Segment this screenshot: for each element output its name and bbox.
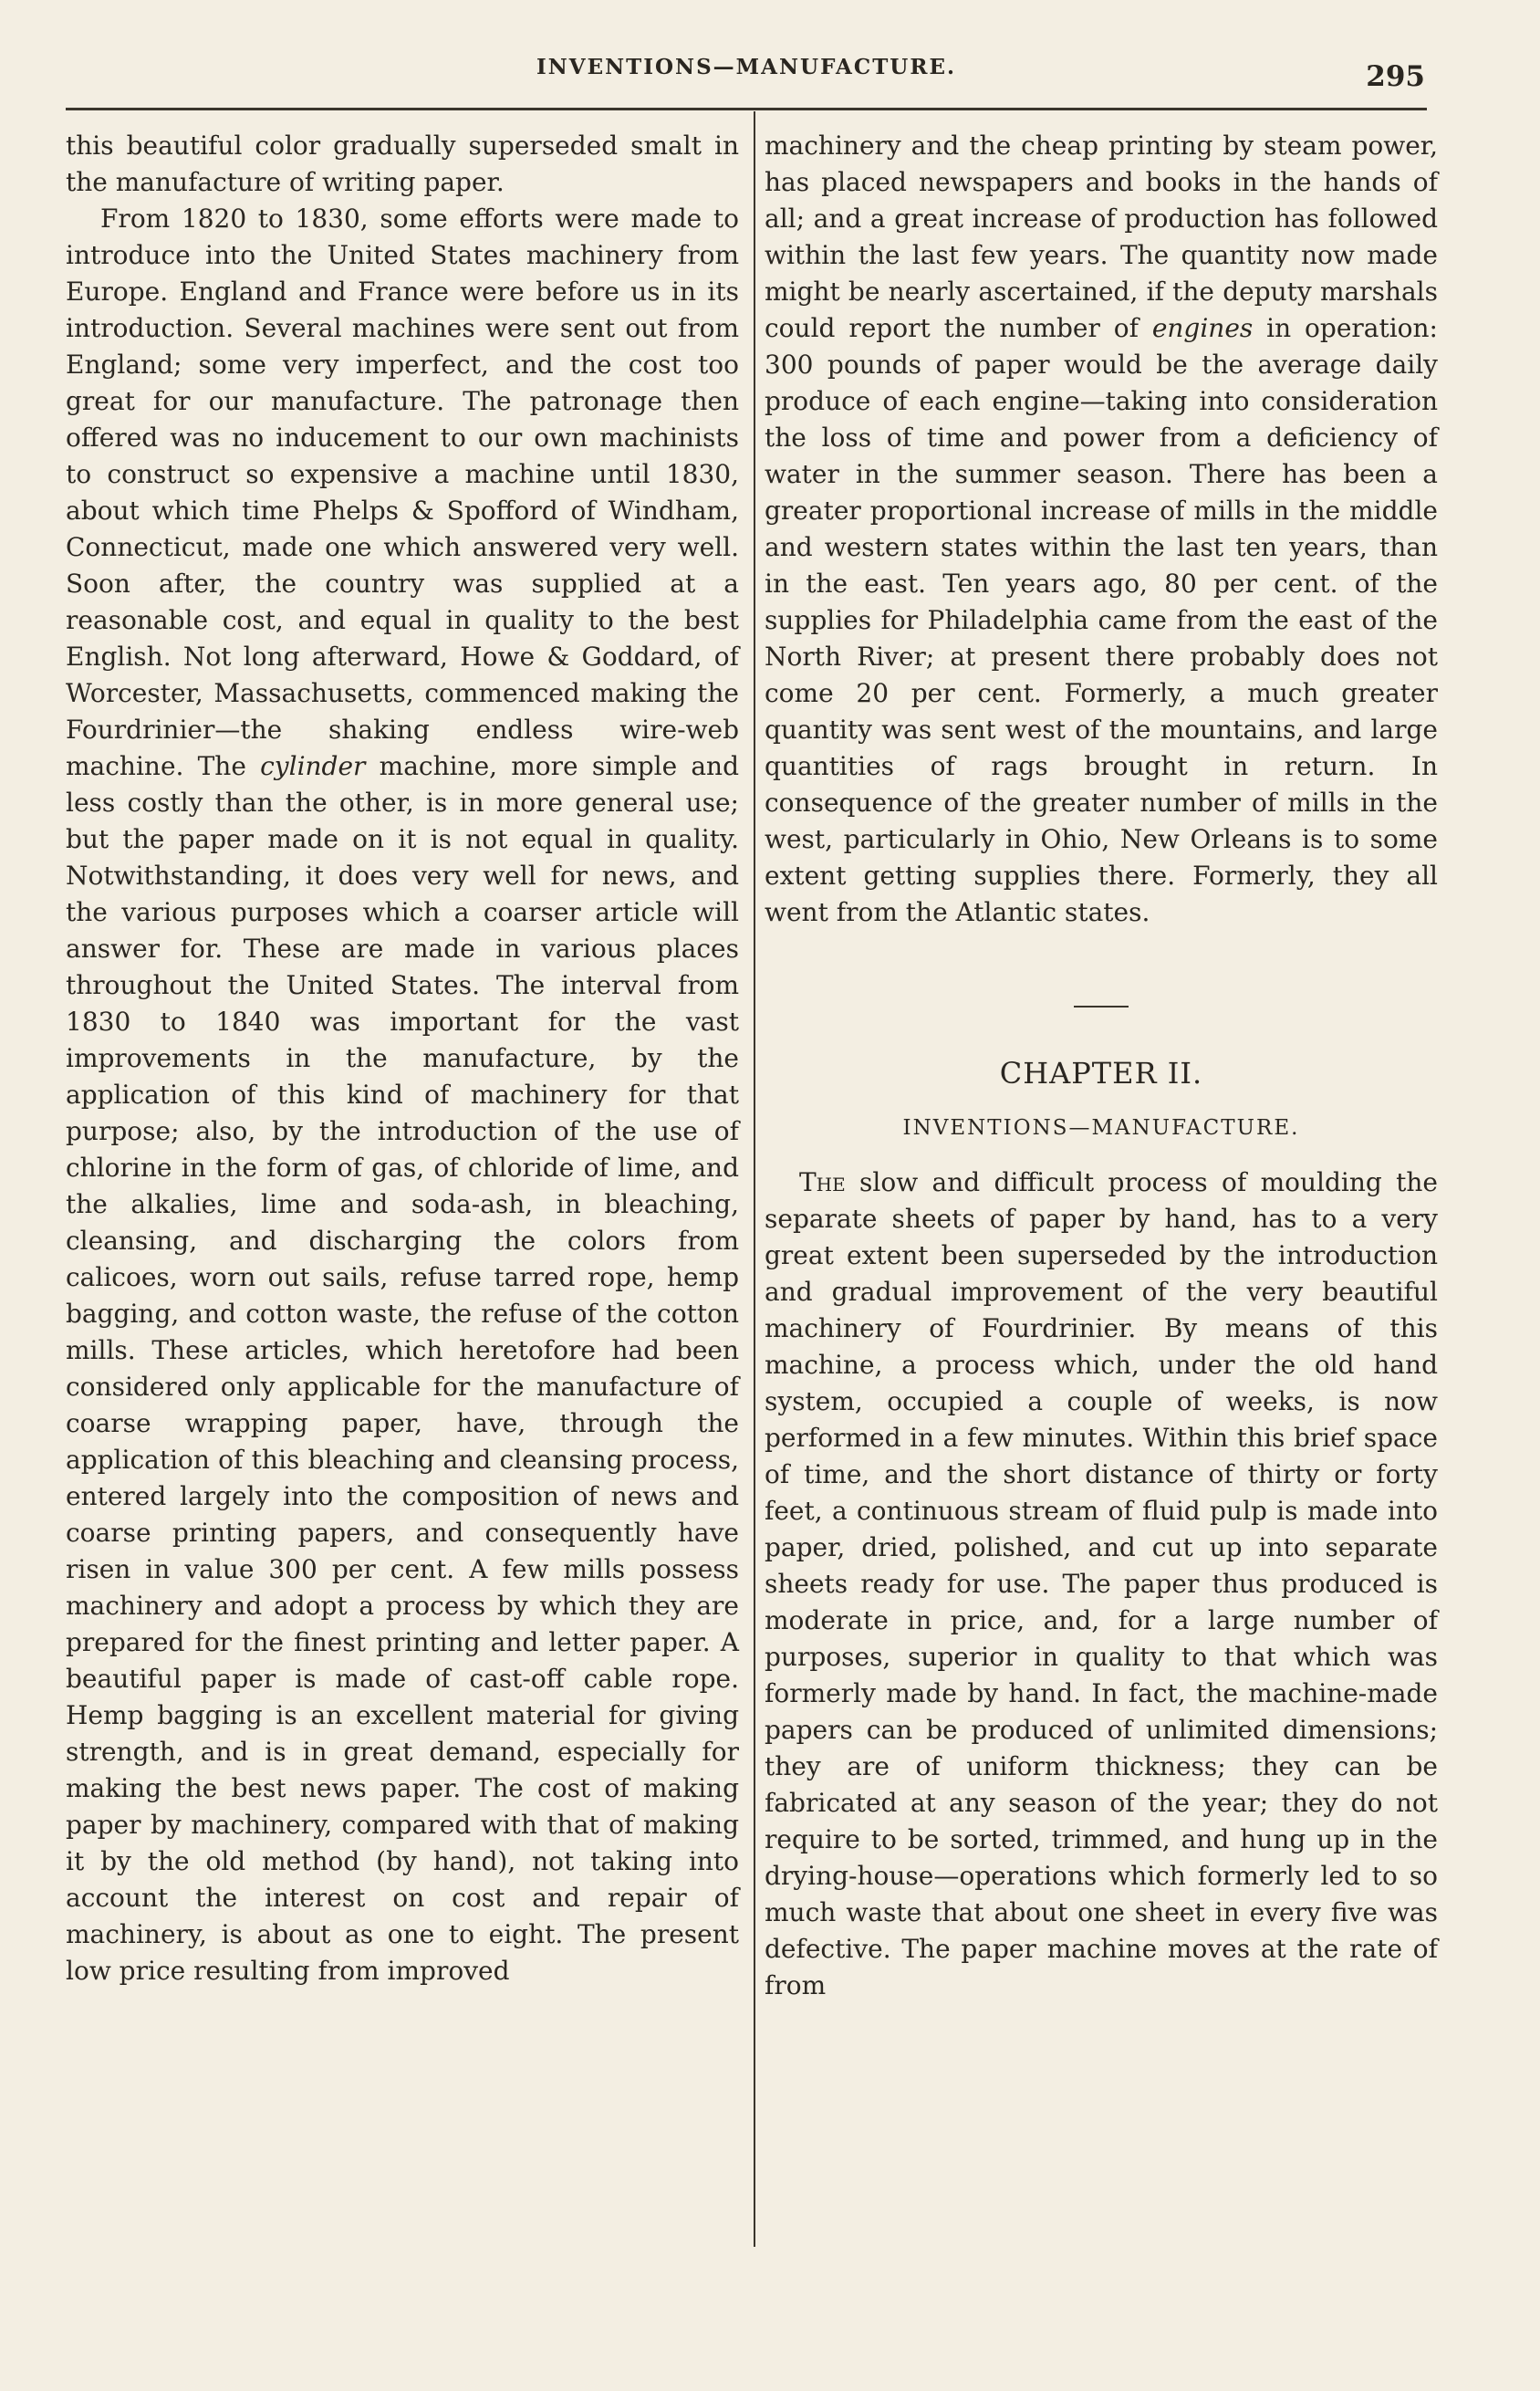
right-paragraph-2	[765, 1164, 1438, 2004]
left-paragraph-2-text-b: machine, more simple and less costly than the other, is in more general use; but the paper made on it is not equal in quality. Notwithstanding, it does very well for news, and the various purposes which a coarser article will answer for. These are made in various places throughout the United States. The interval from 1830 to 1840 was important for the vast improvements in the manufacture, by the application of this kind of machinery for that purpose; also, by the introduction of the use of chlorine in the form of gas, of chloride of lime, and the alkalies, lime and soda-ash, in bleaching, cleansing, and discharging the colors from calicoes, worn out sails, refuse tarred rope, hemp bagging, and cotton waste, the refuse of the cotton mills. These articles, which heretofore had been considered only applicable for the manufacture of coarse wrapping paper, have, through the application of this bleaching and cleansing process, entered largely into the composition of news and coarse printing papers, and consequently have risen in value 300 per cent. A few mills possess machinery and adopt a process by which they are prepared for the finest printing and letter paper. A beautiful paper is made of cast-off cable rope. Hemp bagging is an excellent material for giving strength, and is in great demand, especially for making the best news paper. The cost of making paper by machinery, compared with that of making it by the old method (by hand), not taking into account the interest on cost and repair of machinery, is about as one to eight. The present low price resulting from improved	[66, 751, 740, 1986]
right-paragraph-1-text-b: in operation: 300 pounds of paper would be the average daily produce of each engine—taking into consideration the loss of time and power from a deficiency of water in the summer season. There has been a greater proportional increase of mills in the middle and western states within the last ten years, than in the east. Ten years ago, 80 per cent. of the supplies for Philadelphia came from the east of the North River; at present there probably does not come 20 per cent. Formerly, a much greater quantity was sent west of the mountains, and large quantities of rags brought in return. In consequence of the greater number of mills in the west, particularly in Ohio, New Orleans is to some extent getting supplies there. Formerly, they all went from the Atlantic states.	[765, 313, 1438, 927]
right-column	[765, 128, 1438, 2004]
chapter-lead-word: The	[799, 1167, 846, 1197]
right-paragraph-1-text-a: machinery and the cheap printing by steam power, has placed newspapers and books in the hands of all; and a great increase of production has followed within the last few years. The quantity now made might be nearly ascertained, if the deputy marshals could report the number of	[765, 131, 1438, 343]
page-number: 295	[1366, 60, 1425, 93]
chapter-title: CHAPTER II.	[999, 1056, 1203, 1091]
column-rule	[754, 111, 755, 2247]
left-paragraph-1: this beautiful color gradually superseded smalt in the manufacture of writing paper.	[66, 131, 739, 197]
right-paragraph-1-italic: engines	[1151, 313, 1254, 343]
left-column	[66, 128, 739, 1989]
section-divider	[1074, 1006, 1129, 1008]
right-paragraph-2-text: slow and difficult process of moulding the separate sheets of paper by hand, has to a very great extent been superseded by the introduction and gradual improvement of the very beautiful machinery of Fourdrinier. By means of this machine, a process which, under the old hand system, occupied a couple of weeks, is now performed in a few minutes. Within this brief space of time, and the short distance of thirty or forty feet, a continuous stream of fluid pulp is made into paper, dried, polished, and cut up into separate sheets ready for use. The paper thus produced is moderate in price, and, for a large number of purposes, superior in quality to that which was formerly made by hand. In fact, the machine-made papers can be produced of unlimited dimensions; they are of uniform thickness; they can be fabricated at any season of the year; they do not require to be sorted, trimmed, and hung up in the drying-house—operations which formerly led to so much waste that about one sheet in every five was defective. The paper machine moves at the rate of from	[765, 1167, 1438, 2000]
right-paragraph-1	[765, 128, 1438, 931]
running-title: INVENTIONS—MANUFACTURE.	[536, 55, 957, 79]
left-paragraph-2	[66, 201, 739, 1989]
chapter-subtitle: INVENTIONS—MANUFACTURE.	[902, 1116, 1300, 1140]
left-paragraph-2-italic: cylinder	[260, 751, 366, 781]
left-paragraph-2-text-a: From 1820 to 1830, some efforts were made to introduce into the United States machinery from Europe. England and France were before us in its introduction. Several machines were sent out from England; some very imperfect, and the cost too great for our manufacture. The patronage then offered was no inducement to our own machinists to construct so expensive a machine until 1830, about which time Phelps & Spofford of Windham, Connecticut, made one which answered very well. Soon after, the country was supplied at a reasonable cost, and equal in quality to the best English. Not long afterward, Howe & Goddard, of Worcester, Massachusetts, commenced making the Fourdrinier—the shaking endless wire-web machine. The	[66, 204, 739, 781]
page-header	[66, 53, 1427, 110]
